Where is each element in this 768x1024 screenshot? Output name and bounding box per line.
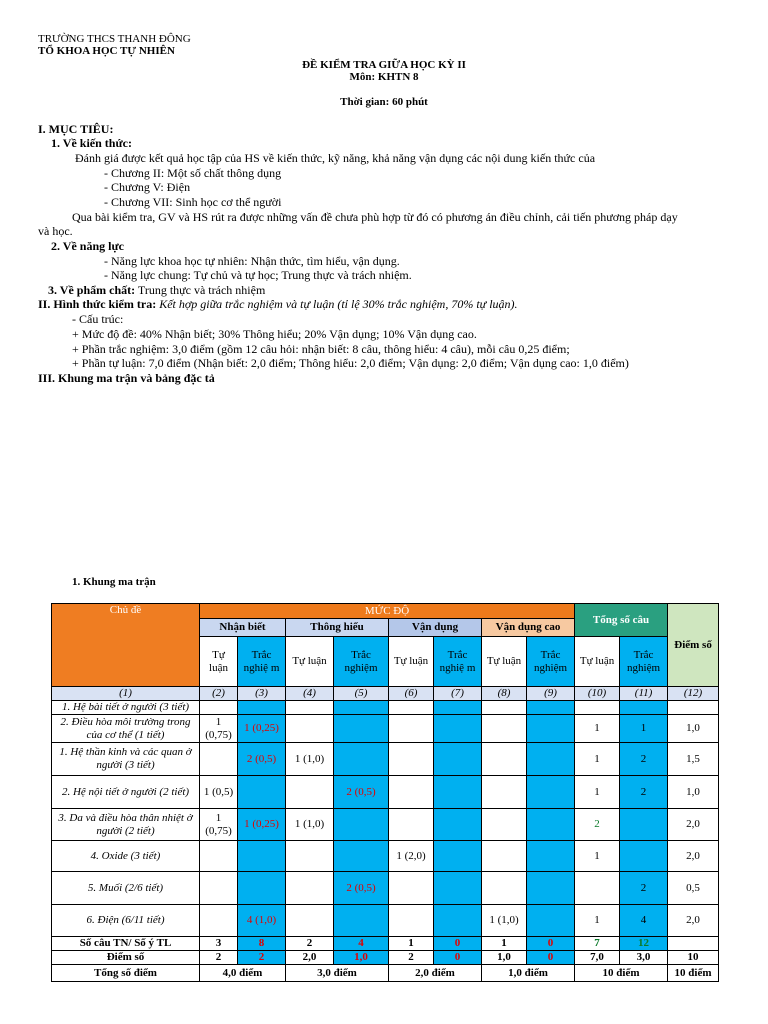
cell: 1,0 <box>482 951 527 965</box>
header-score: Điểm số <box>668 604 719 687</box>
header-total-questions: Tổng số câu <box>575 604 668 637</box>
cell <box>668 937 719 951</box>
cell: 0 <box>434 937 482 951</box>
question-count-row <box>52 937 719 951</box>
header-understanding: Thông hiểu <box>286 619 389 637</box>
cell: 2,0 điểm <box>389 965 482 982</box>
col-num: (5) <box>334 687 389 701</box>
competence-2: - Năng lực chung: Tự chủ và tự học; Trung thực và trách nhiệm. <box>104 268 412 282</box>
cell <box>389 776 434 809</box>
cell: 1 (2,0) <box>389 841 434 872</box>
subheader-tu-luan: Tự luận <box>482 637 527 687</box>
cell <box>286 905 334 937</box>
cell: 1 <box>575 841 620 872</box>
table-row <box>52 872 719 905</box>
cell: 1 (0,25) <box>238 715 286 743</box>
cell <box>238 776 286 809</box>
cell <box>286 776 334 809</box>
cell: 1,0 <box>668 776 719 809</box>
cell <box>434 701 482 715</box>
quality-line <box>48 284 265 296</box>
cell: 2 <box>620 872 668 905</box>
row-label: Tổng số điểm <box>52 965 200 982</box>
cell: 2 (0,5) <box>334 872 389 905</box>
cell <box>482 841 527 872</box>
col-num: (11) <box>620 687 668 701</box>
section-1-title: I. MỤC TIÊU: <box>38 122 114 136</box>
table-row <box>52 776 719 809</box>
cell: 3,0 <box>620 951 668 965</box>
subheader-tu-luan: Tự luận <box>286 637 334 687</box>
cell: 2 <box>620 776 668 809</box>
cell <box>389 809 434 841</box>
cell <box>334 809 389 841</box>
quality-label: 3. Về phẩm chất: <box>48 283 136 297</box>
table-row <box>52 701 719 715</box>
cell: 1 <box>620 715 668 743</box>
cell <box>482 809 527 841</box>
col-num: (9) <box>527 687 575 701</box>
cell: 1 (1,0) <box>286 743 334 776</box>
row-label: Điểm số <box>52 951 200 965</box>
cell <box>200 743 238 776</box>
cell <box>334 701 389 715</box>
cell <box>389 905 434 937</box>
cell <box>286 701 334 715</box>
row-label: Số câu TN/ Số ý TL <box>52 937 200 951</box>
cell <box>434 872 482 905</box>
exam-form-line <box>38 298 518 310</box>
section-1-1-title: 1. Về kiến thức: <box>51 136 132 150</box>
cell <box>434 743 482 776</box>
subheader-trac-nghiem: Trắc nghiệm <box>620 637 668 687</box>
cell <box>434 776 482 809</box>
topic-cell: 1. Hệ bài tiết ở người (3 tiết) <box>52 701 200 715</box>
cell: 1,5 <box>668 743 719 776</box>
exam-form-text: Kết hợp giữa trắc nghiệm và tự luận (tỉ lệ 30% trắc nghiệm, 70% tự luận). <box>156 297 518 311</box>
cell <box>482 743 527 776</box>
cell: 1 <box>389 937 434 951</box>
table-row <box>52 809 719 841</box>
competence-1: - Năng lực khoa học tự nhiên: Nhận thức, tìm hiểu, vận dụng. <box>104 254 400 268</box>
cell <box>482 776 527 809</box>
cell: 10 <box>668 951 719 965</box>
topic-cell: 6. Điện (6/11 tiết) <box>52 905 200 937</box>
cell <box>200 701 238 715</box>
cell <box>389 872 434 905</box>
cell <box>527 715 575 743</box>
cell: 1 (1,0) <box>286 809 334 841</box>
cell: 4 (1,0) <box>238 905 286 937</box>
cell: 0,5 <box>668 872 719 905</box>
header-recognition: Nhận biết <box>200 619 286 637</box>
exam-title: ĐỀ KIỂM TRA GIỮA HỌC KỲ II <box>302 59 466 71</box>
cell: 2 <box>200 951 238 965</box>
cell: 1,0 điểm <box>482 965 575 982</box>
structure-label: - Cấu trúc: <box>72 312 124 326</box>
purpose-text-1: Qua bài kiểm tra, GV và HS rút ra được những vấn đề chưa phù hợp từ đó có phương án điều chỉnh, cải tiến phương pháp dạy <box>72 210 678 224</box>
knowledge-text: Đánh giá được kết quả học tập của HS về kiến thức, kỹ năng, khả năng vận dụng các nội dung kiến thức của <box>75 151 596 165</box>
purpose-text-2: và học. <box>38 224 73 238</box>
topic-cell: 1. Hệ thần kinh và các quan ở người (3 tiết) <box>52 743 200 776</box>
cell: 2 <box>575 809 620 841</box>
section-3-title: III. Khung ma trận và bảng đặc tả <box>38 371 215 385</box>
total-score-row <box>52 965 719 982</box>
cell <box>482 715 527 743</box>
cell <box>200 905 238 937</box>
cell: 4 <box>620 905 668 937</box>
cell <box>286 872 334 905</box>
cell <box>527 872 575 905</box>
cell <box>527 701 575 715</box>
cell <box>286 841 334 872</box>
structure-1: + Mức độ đề: 40% Nhận biết; 30% Thông hiểu; 20% Vận dụng; 10% Vận dụng cao. <box>72 327 477 341</box>
cell: 7,0 <box>575 951 620 965</box>
matrix-table <box>51 603 719 982</box>
cell: 2,0 <box>668 841 719 872</box>
cell <box>527 776 575 809</box>
header-level: MỨC ĐỘ <box>200 604 575 619</box>
chapter-2: - Chương II: Một số chất thông dụng <box>104 166 282 180</box>
department-name: TỔ KHOA HỌC TỰ NHIÊN <box>38 45 175 57</box>
cell <box>527 809 575 841</box>
cell: 0 <box>527 951 575 965</box>
cell <box>334 841 389 872</box>
cell <box>527 841 575 872</box>
cell <box>434 809 482 841</box>
col-num: (6) <box>389 687 434 701</box>
cell <box>238 841 286 872</box>
chapter-7: - Chương VII: Sinh học cơ thể người <box>104 195 282 209</box>
subheader-trac-nghiem: Trắc nghiệm <box>527 637 575 687</box>
cell <box>434 841 482 872</box>
cell <box>286 715 334 743</box>
col-num: (4) <box>286 687 334 701</box>
subheader-tu-luan: Tự luận <box>200 637 238 687</box>
cell <box>238 701 286 715</box>
chapter-5: - Chương V: Điện <box>104 180 191 194</box>
header-application: Vận dụng <box>389 619 482 637</box>
cell: 2,0 <box>668 809 719 841</box>
cell: 1 (0,75) <box>200 809 238 841</box>
exam-form-label: II. Hình thức kiểm tra: <box>38 297 157 311</box>
table-row <box>52 841 719 872</box>
cell: 2 (0,5) <box>334 776 389 809</box>
cell: 7 <box>575 937 620 951</box>
cell: 2 <box>620 743 668 776</box>
cell: 1 <box>575 715 620 743</box>
cell <box>200 872 238 905</box>
cell <box>668 701 719 715</box>
cell: 1 (1,0) <box>482 905 527 937</box>
structure-3: + Phần tự luận: 7,0 điểm (Nhận biết: 2,0 điểm; Thông hiểu: 2,0 điểm; Vận dụng: 2,0 điểm; Vận dụng cao: 1,0 điểm) <box>72 356 629 370</box>
cell <box>434 905 482 937</box>
cell <box>389 701 434 715</box>
section-3-1-title: 1. Khung ma trận <box>72 576 156 588</box>
cell <box>575 872 620 905</box>
subheader-tu-luan: Tự luận <box>575 637 620 687</box>
subheader-trac-nghiem: Trắc nghiệm <box>334 637 389 687</box>
topic-cell: 5. Muối (2/6 tiết) <box>52 872 200 905</box>
col-num: (12) <box>668 687 719 701</box>
cell: 8 <box>238 937 286 951</box>
subheader-trac-nghiem: Trắc nghiệ m <box>434 637 482 687</box>
quality-text: Trung thực và trách nhiệm <box>135 283 266 297</box>
cell <box>200 841 238 872</box>
cell: 4,0 điểm <box>200 965 286 982</box>
cell: 12 <box>620 937 668 951</box>
cell <box>334 715 389 743</box>
cell: 1 <box>575 743 620 776</box>
cell: 0 <box>434 951 482 965</box>
table-row <box>52 905 719 937</box>
col-num: (2) <box>200 687 238 701</box>
cell: 3,0 điểm <box>286 965 389 982</box>
cell <box>620 809 668 841</box>
cell: 2 <box>286 937 334 951</box>
topic-cell: 2. Hệ nội tiết ở người (2 tiết) <box>52 776 200 809</box>
header-high-application: Vận dụng cao <box>482 619 575 637</box>
cell: 2,0 <box>668 905 719 937</box>
cell <box>482 872 527 905</box>
col-num: (3) <box>238 687 286 701</box>
topic-cell: 4. Oxide (3 tiết) <box>52 841 200 872</box>
school-name: TRƯỜNG THCS THANH ĐÔNG <box>38 33 191 45</box>
cell: 1 (0,25) <box>238 809 286 841</box>
cell: 1,0 <box>668 715 719 743</box>
cell <box>482 701 527 715</box>
cell <box>527 743 575 776</box>
cell <box>389 715 434 743</box>
subheader-trac-nghiem: Trắc nghiệ m <box>238 637 286 687</box>
time-line: Thời gian: 60 phút <box>340 96 428 108</box>
cell: 1 <box>575 776 620 809</box>
col-num: (10) <box>575 687 620 701</box>
structure-2: + Phần trắc nghiệm: 3,0 điểm (gồm 12 câu hỏi: nhận biết: 8 câu, thông hiểu: 4 câu), mỗi câu 0,25 điểm; <box>72 342 570 356</box>
cell: 2,0 <box>286 951 334 965</box>
cell: 1 (0,5) <box>200 776 238 809</box>
column-number-row <box>52 687 719 701</box>
cell: 0 <box>527 937 575 951</box>
table-row <box>52 715 719 743</box>
col-num: (1) <box>52 687 200 701</box>
cell <box>334 743 389 776</box>
topic-cell: 2. Điều hòa môi trường trong của cơ thể (1 tiết) <box>52 715 200 743</box>
cell <box>434 715 482 743</box>
subheader-tu-luan: Tự luận <box>389 637 434 687</box>
cell <box>620 701 668 715</box>
cell: 2 (0,5) <box>238 743 286 776</box>
col-num: (8) <box>482 687 527 701</box>
cell: 1 (0,75) <box>200 715 238 743</box>
score-row <box>52 951 719 965</box>
cell <box>334 905 389 937</box>
cell: 1 <box>575 905 620 937</box>
cell <box>238 872 286 905</box>
cell: 10 điểm <box>575 965 668 982</box>
subject-line: Môn: KHTN 8 <box>349 71 419 83</box>
cell: 2 <box>238 951 286 965</box>
topic-cell: 3. Da và điều hòa thân nhiệt ở người (2 tiết) <box>52 809 200 841</box>
cell <box>575 701 620 715</box>
table-row <box>52 743 719 776</box>
cell <box>527 905 575 937</box>
cell: 10 điểm <box>668 965 719 982</box>
header-topic: Chủ đề <box>52 604 200 687</box>
col-num: (7) <box>434 687 482 701</box>
cell: 2 <box>389 951 434 965</box>
cell: 1,0 <box>334 951 389 965</box>
cell: 1 <box>482 937 527 951</box>
cell <box>620 841 668 872</box>
cell: 4 <box>334 937 389 951</box>
cell <box>389 743 434 776</box>
section-1-2-title: 2. Về năng lực <box>51 239 124 253</box>
cell: 3 <box>200 937 238 951</box>
